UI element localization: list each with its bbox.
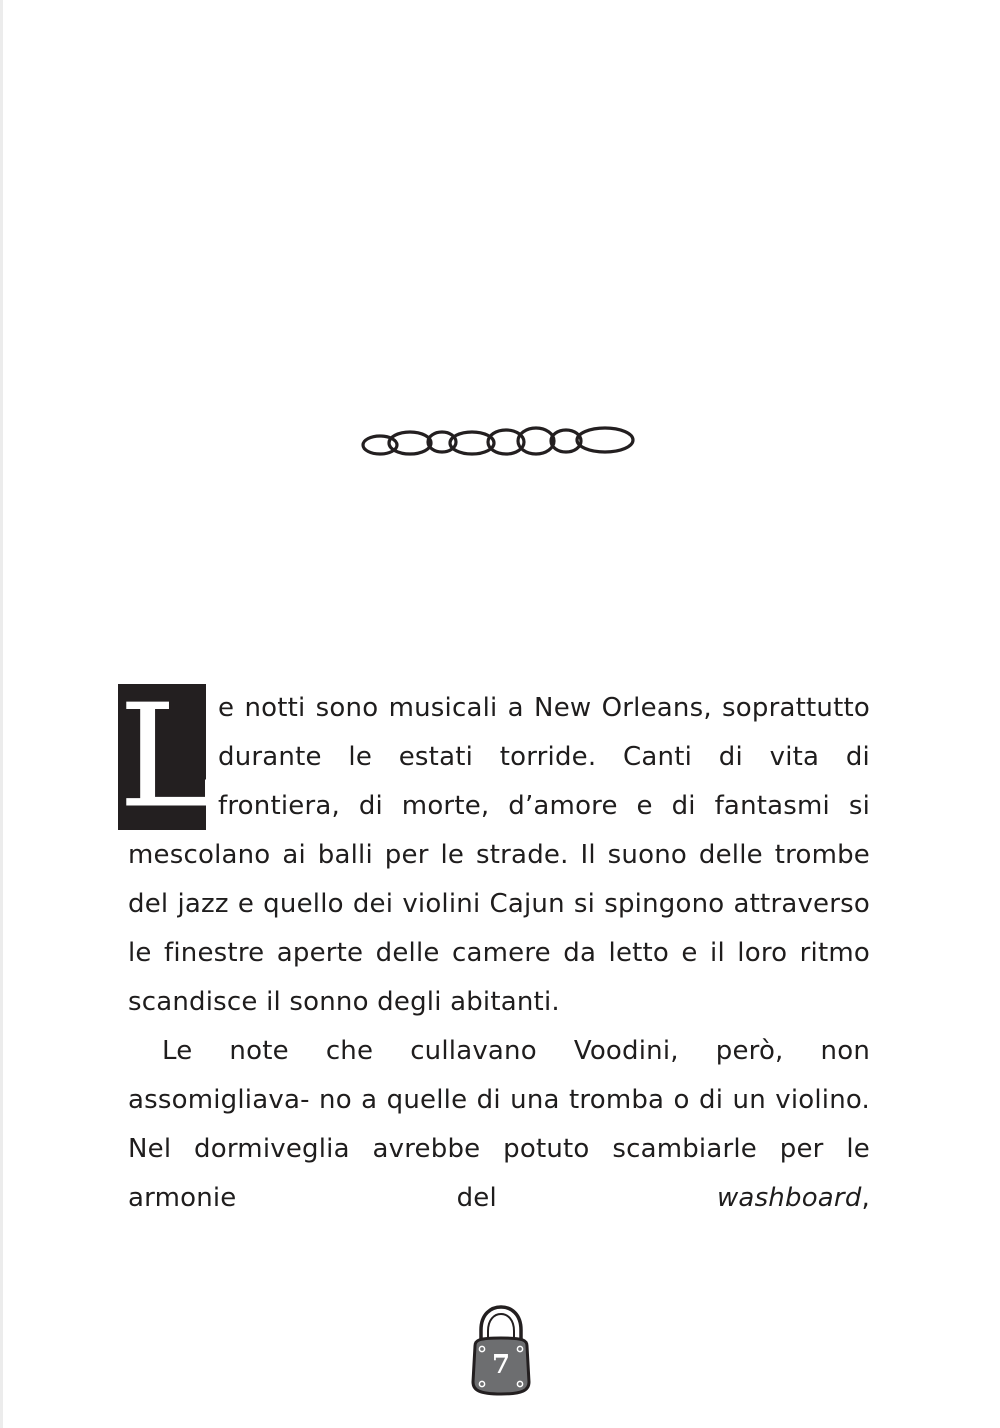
chain-ornament-icon	[358, 418, 640, 466]
chapter-text	[118, 674, 870, 1223]
paragraph-2-italic: washboard	[716, 1183, 862, 1213]
page-number-badge	[467, 1304, 535, 1396]
page-edge	[0, 0, 3, 1428]
page-number: 7	[491, 1350, 511, 1380]
paragraph-2-end: ,	[861, 1183, 870, 1213]
paragraph-2-text: Le note che cullavano Voodini, però, non assomigliava- no a quelle di una tromba o di un violino. Nel dormiveglia avrebbe potuto scambiarle per le armonie del	[128, 1036, 870, 1213]
paragraph-1-text: e notti sono musicali a New Orleans, soprattutto durante le estati torride. Canti di vita di frontiera, di morte, d’amore e di fantasmi si mescolano ai balli per le strade. Il suono delle trombe del jazz e quello dei violini Cajun si spingono attraverso le finestre aperte delle camere da letto e il loro ritmo scandisce il sonno degli abitanti.	[128, 693, 870, 1017]
drop-cap: L	[118, 674, 218, 840]
paragraph-2	[128, 1027, 870, 1223]
paragraph-1	[118, 674, 870, 1027]
